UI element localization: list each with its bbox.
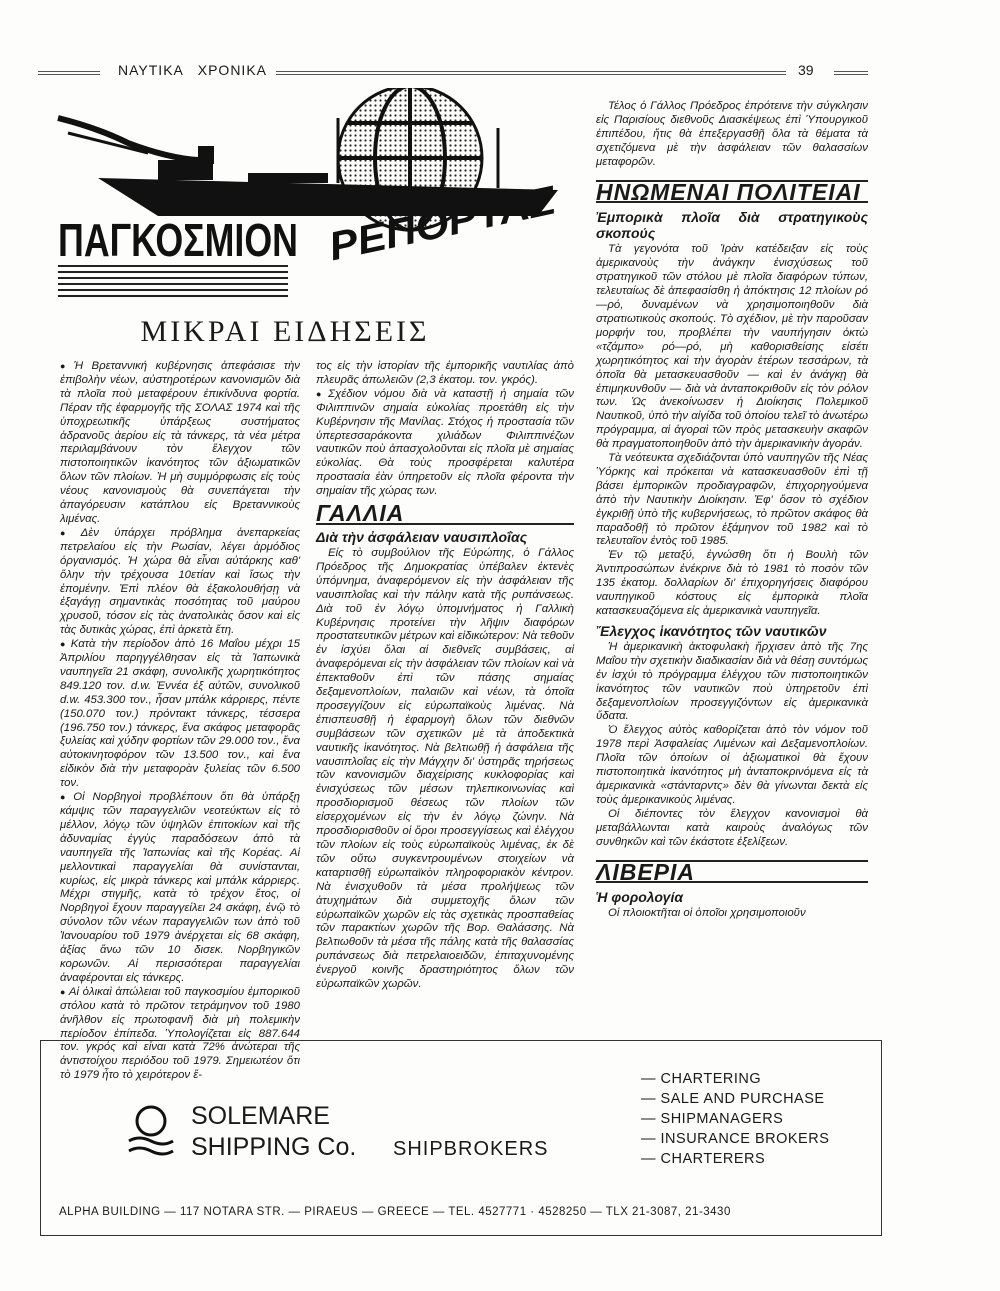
article-usa-p4: Ἡ ἀμερικανικὴ ἀκτοφυλακὴ ἤρχισεν ἀπὸ τῆς 7ης Μαΐου τὴν σχετικὴν διαδικασίαν διὰ νὰ θέσῃ συντόμως ἐν ἰσχύι τὸ πρόγραμμα ἐλέγχου τῶν πιστοποιητικῶν ἱκανότητος τῶν ναυτικῶν ποὺ ὑπηρετοῦν ἐπὶ δεξαμενοπλοίων προσεγγιζόντων εἰς ἀμερικανικὰ ὕδατα. — [596, 640, 869, 723]
header-rule-right — [834, 71, 868, 75]
shipbrokers-label: SHIPBROKERS — [393, 1138, 549, 1160]
news-item-4: Οἱ Νορβηγοὶ προβλέπουν ὅτι θὰ ὑπάρξῃ κάμψις τῶν παραγγελιῶν νεοτεύκτων εἰς τὸ μέλλον, λόγῳ τῶν ὑψηλῶν ἐπιτοκίων καὶ τῆς ἀδυναμίας ἐγγὺς παραδόσεων ἀπὸ τὰ ναυπηγεῖα τῆς Ἰαπωνίας καὶ τῆς Κορέας. Αἱ μελλοντικαὶ παραγγελίαι θὰ συνίστανται, κυρίως, εἰς μικρὰ τάνκερς καὶ μπάλκ κάρριερς. Μέχρι στιγμῆς, κατὰ τὸ τρέχον ἔτος, οἱ Νορβηγοὶ ἔχουν παραγγείλει 24 σκάφη, ἐνῷ τὸ σύνολον τῶν νέων παραγγελιῶν των ἀπὸ τοῦ Ἰανουαρίου τοῦ 1979 ἀνέρχεται εἰς 68 σκάφη, ἀξίας ἄνω τῶν 10 δισεκ. Νορβηγικῶν κορωνῶν. Αἱ περισσότεραι παραγγελίαι ἀναφέρονται εἰς τάνκερς. — [60, 791, 301, 984]
page-header — [38, 62, 938, 82]
subheading-emporika-ploia: Ἐμπορικὰ πλοῖα διὰ στρατηγικοὺς σκοπούς — [596, 209, 868, 242]
service-item: — CHARTERERS — [641, 1151, 766, 1167]
bullet-icon: ● — [316, 388, 326, 399]
article-usa-p5: Ὁ ἔλεγχος αὐτὸς καθορίζεται ἀπὸ τὸν νόμον τοῦ 1978 περὶ Ἀσφαλείας Λιμένων καὶ Δεξαμενοπλοίων. Πλοῖα τῶν ὁποίων οἱ ἀξιωματικοὶ θὰ ἔχουν πιστοποιητικὰ ἱκανότητος μὴ ἀνταποκρινόμενα εἰς τὰ ἀμερικανικὰ «στάνταρντς» δὲν θὰ γίνωνται δεκτὰ εἰς τοὺς ἀμερικανικοὺς λιμένας. — [596, 724, 868, 806]
service-item: — SHIPMANAGERS — [641, 1111, 784, 1127]
article-gallia-ending: Τέλος ὁ Γάλλος Πρόεδρος ἐπρότεινε τὴν σύγκλησιν εἰς Παρισίους διεθνοῦς Διασκέψεως ἐπὶ Ὑπουργικοῦ ἐπιπέδου, ἥτις θὰ ἐπεξεργασθῇ ὅλα τὰ θέματα τὰ σχετιζόμενα μὲ τὴν ἀσφάλειαν τῶν θαλασσίων μεταφορῶν. — [596, 100, 868, 168]
service-item: — SALE AND PURCHASE — [641, 1091, 825, 1107]
service-item: — CHARTERING — [641, 1071, 762, 1087]
company-name-line-1: SOLEMARE — [191, 1102, 330, 1130]
ship-globe-graphic — [38, 88, 598, 318]
solemare-logo-icon — [125, 1101, 177, 1163]
news-item-5: Αἱ ὁλικαὶ ἀπώλειαι τοῦ παγκοσμίου ἐμπορικοῦ στόλου κατὰ τὸ πρῶτον τετράμηνον τοῦ 1980 ἀνῆλθον εἰς πρωτοφανῆ διὰ μὴ πολεμικὴν περίοδον ἐπίπεδα. Ὑπολογίζεται εἰς 887.644 τον. γκρός καὶ εἶναι κατὰ 72% ἀνώτεραι τῆς ἀντιστοίχου περιόδου τοῦ 1979. Σημειωτέον ὅτι τὸ 1979 ἦτο τὸ χειρότερον ἔ- — [60, 985, 300, 1082]
news-item-6: Σχέδιον νόμου διὰ νὰ καταστῇ ἡ σημαία τῶν Φιλιππινῶν σημαία εὐκολίας προετάθη εἰς τὴν Κυβέρνησιν τῆς Μανίλας. Στόχος ἡ προστασία τῶν ὑπερτεσσαράκοντα χιλιάδων Φιλιππινέζων ναυτικῶν ποὺ ἀπασχολοῦνται εἰς πλοῖα μὲ σημαίας εὐκολίας. Θὰ τοὺς προσφέρεται καλυτέρα προστασία ἐὰν ὑπηρετοῦν εἰς πλοῖα φέροντα τὴν σημαίαν τῆς χώρας των. — [316, 387, 574, 498]
banner-illustration — [38, 88, 598, 318]
bullet-icon: ● — [60, 639, 68, 650]
service-item: — INSURANCE BROKERS — [641, 1131, 830, 1147]
article-usa-p1: Τὰ γεγονότα τοῦ Ἰρὰν κατέδειξαν εἰς τοὺς ἀμερικανοὺς τὴν ἀνάγκην ἐνισχύσεως τοῦ στρατηγικοῦ τῶν στόλου μὲ πλοῖα διαφόρων τύπων, τελευταίως δὲ ἀπεφασίσθη ἡ ἀπόκτησις 12 πλοίων ρό—ρό, δυναμένων νὰ χρησιμοποιηθοῦν διὰ στρατιωτικοὺς σκοπούς. Τὸ σχέδιον, μὲ τὴν παροῦσαν μορφήν του, προβλέπει τὴν ναυπήγησιν ὀκτὼ «τζάμπο» ρό—ρό, μὴ καθορισθείσης εἰσέτι χωρητικότητος καὶ τὴν ἀγορὰν ἑτέρων τεσσάρων, τὰ ὁποῖα θὰ μετασκευασθοῦν — καὶ ἐν ἀνάγκῃ θὰ ἐπιμηκυνθοῦν — διὰ νὰ ἀνταποκριθοῦν εἰς τὸν ρόλον των. Ὡς ἀνεκοίνωσεν ἡ Διοίκησις Πολεμικοῦ Ναυτικοῦ, ὑπὸ τὴν αἰγίδα τοῦ ὁποίου τελεῖ τὸ ἀνωτέρω πρόγραμμα, αἱ ἀγοραὶ τῶν πρὸς μετασκευὴν σκαφῶν θὰ πραγματοποιηθοῦν ἀπὸ τὴν ἀμερικανικὴν ἀγοράν. — [596, 243, 868, 451]
article-gallia-body: Εἰς τὸ συμβούλιον τῆς Εὐρώπης, ὁ Γάλλος Πρόεδρος τῆς Δημοκρατίας ὑπέβαλεν ἐκτενὲς ὑπόμνημα, ἀναφερόμενον εἰς τὴν ἀσφάλειαν τῆς ναυσιπλοΐας καὶ τὴν πάλην κατὰ τῆς ρυπάνσεως. Διὰ τοῦ ἐν λόγῳ ὑπομνήματος ἡ Γαλλικὴ Κυβέρνησις προτείνει τὴν λῆψιν διαφόρων προστατευτικῶν μέτρων καὶ εἰδικώτερον: Νὰ τεθοῦν ἐν ἰσχύει ὅλαι αἱ διεθνεῖς συμβάσεις, αἱ ἀναφερόμεναι εἰς τὴν ἀσφάλειαν τῶν πλοίων καὶ νὰ ἐπεκταθοῦν ἐπὶ τῶν πάσης σημαίας δεξαμενοπλοίων, παλαιῶν καὶ νέων, τὰ ὁποῖα προσεγγίζουν εἰς εὐρωπαϊκοὺς λιμένας. Νὰ ἐπισπευσθῇ ἡ ἐφαρμογὴ ὅλων τῶν διεθνῶν συμβάσεων τῶν σχετικῶν μὲ τὰ ἀποδεκτικὰ ναυτικῆς ἱκανότητος. Νὰ βελτιωθῇ ἡ ἀσφάλεια τῆς ναυσιπλοΐας εἰς τὴν Μάγχην δι' ὑστηρᾶς τηρήσεως τῶν κανονισμῶν διαχείρισης κυκλοφορίας καὶ ἐνισχύσεως τῶν μέσων τηλεπικοινωνίας καὶ προσδιορισμοῦ θέσεως τῶν πλοίων τῶν εἰσερχομένων εἰς τὴν ἐν λόγῳ ζώνην. Νὰ προσδιορισθοῦν οἱ ὅροι προσεγγίσεως καὶ ἐλέγχου τῶν πλοίων εἰς τοὺς εὐρωπαϊκοὺς λιμένας, ἐκ δὲ τῶν οὕτω συγκεντρουμένων στοιχείων νὰ καταρτισθῇ εὐρωπαϊκὸν πληροφοριακὸν κέντρον. Νὰ ἐνισχυθοῦν τὰ μέσα προλήψεως τῶν ἀτυχημάτων διὰ συμμετοχῆς ὅλων τῶν εὐρωπαϊκῶν χωρῶν εἰς τὰς σχετικὰς προσπαθείας τῶν παρακτίων χωρῶν τῆς Βορ. Θαλάσσης. Νὰ βελτιωθοῦν τὰ μέσα τῆς πάλης κατὰ τῆς θαλασσίας ρυπάνσεως διὰ πετρελαιοειδῶν, ἐπιταχυνομένης ἐνεργοῦ κοινῆς δραστηριότητος ὅλων τῶν εὐρωπαϊκῶν χωρῶν. — [316, 546, 574, 991]
header-rule-middle — [276, 71, 786, 75]
news-item-3: Κατὰ τὴν περίοδον ἀπὸ 16 Μαΐου μέχρι 15 Ἀπριλίου παρηγγέλθησαν εἰς τὰ Ἰαπωνικὰ ναυπηγεῖα 21 σκάφη, συνολικῆς χωρητικότητος 849.120 τον. d.w. Ἐννέα ἐξ αὐτῶν, συνολικοῦ d.w. 453.300 τον., ἦσαν μπάλκ κάρριερς, πέντε (150.070 τον.) πρόντακτ τάνκερς, τέσσερα (196.750 τον.) τάνκερς, ἕνα σκάφος μεταφορᾶς ξυλείας καὶ χύδην φορτίων τῶν 29.000 τον., ἕνα αὐτοκινητοφόρον τῶν 13.500 τον., καὶ ἕνα εἰδικὸν διὰ τὴν μεταφορὰν ξυλείας τῶν 6.500 τον. — [60, 638, 300, 790]
company-name-line-2: SHIPPING Co. — [191, 1133, 357, 1161]
section-heading-gallia: ΓΑΛΛΙΑ — [316, 507, 574, 525]
banner-stripes — [58, 266, 288, 296]
section-heading-liberia: ΛΙΒΕΡΙΑ — [596, 860, 868, 884]
subheading-elegxos-ikanotitos: Ἔλεγχος ἱκανότητος τῶν ναυτικῶν — [596, 622, 827, 639]
bullet-icon: ● — [60, 792, 71, 803]
article-usa-p6: Οἱ διέποντες τὸν ἔλεγχον κανονισμοὶ θὰ μεταβάλλωνται κατὰ καιροὺς ἀναλόγως τῶν συνθηκῶν καὶ τῶν ἑκάστοτε ἐξελίξεων. — [596, 807, 868, 848]
company-name — [191, 1101, 356, 1163]
banner-word-reportaz: ΡΕΠΟΡΤΑΖ — [325, 181, 545, 270]
article-usa-p2: Τὰ νεότευκτα σχεδιάζονται ὑπὸ ναυπηγῶν τῆς Νέας Ὑόρκης καὶ πρόκειται νὰ κατασκευασθοῦν ἐπὶ τῇ βάσει ἐμπορικῶν προδιαγραφῶν, ἐπιχορηγούμενα ἀπὸ τὴν Ναυτικὴν Διοίκησιν. Ἐφ' ὅσον τὸ σχέδιον ἐγκριθῇ ὑπὸ τῆς κυβερνήσεως, τὸ πρῶτον σκάφος θὰ παραδοθῇ τὸ πρῶτον ἑξάμηνον τοῦ 1982 καὶ τὸ τελευταῖον ἐντὸς τοῦ 1985. — [596, 452, 868, 548]
company-address: ALPHA BUILDING — 117 NOTARA STR. — PIRAEUS — GREECE — TEL. 4527771 · 4528250 — TLX 21-3087, 21-3430 — [59, 1206, 731, 1218]
news-item-5-cont: τος εἰς τὴν ἱστορίαν τῆς ἐμπορικῆς ναυτιλίας ἀπὸ πλευρᾶς ἀπωλειῶν (2,3 ἑκατομ. τον. γκρός). — [316, 360, 574, 386]
banner-word-pagkosmion: ΠΑΓΚΟΣΜΙΟΝ — [58, 214, 298, 266]
news-item-1: Ἡ Βρεταννική κυβέρνησις ἀπεφάσισε τὴν ἐπιβολὴν νέων, αὐστηροτέρων κανονισμῶν διὰ τὰ πλοῖα ποὺ μεταφέρουν ἐπικίνδυνα φορτία. Πέραν τῆς ἐφαρμογῆς τῆς ΣΟΛΑΣ 1974 καὶ τῆς ὑποχρεωτικῆς ὑπάρξεως συστήματος ἀδρανοῦς ἀερίου εἰς τὰ τάνκερς, τὰ νέα μέτρα περιλαμβάνουν τὸν ἔλεγχον τῶν πιστοποιητικῶν ἱκανότητος τῶν ἀξιωματικῶν ὅλων τῶν πλοίων. Ἡ μὴ συμμόρφωσις εἰς τοὺς νέους κανονισμοὺς θὰ συνεπάγεται τὴν ἀπαγόρευσιν κατάπλου εἰς Βρεταννικοὺς λιμένας. — [60, 360, 300, 525]
column-1 — [60, 360, 300, 1083]
section-heading-inomenai-politeiai: ΗΝΩΜΕΝΑΙ ΠΟΛΙΤΕΙΑΙ — [596, 180, 868, 204]
article-liberia-p1: Οἱ πλοιοκτῆται οἱ ὁποῖοι χρησιμοποιοῦν — [608, 907, 806, 920]
header-rule-left — [38, 71, 100, 75]
column-3 — [596, 100, 868, 921]
column-2 — [316, 360, 574, 992]
solemare-advertisement — [40, 1040, 882, 1236]
bullet-icon: ● — [60, 527, 78, 538]
subheading-forologia: Ἡ φορολογία — [596, 889, 684, 906]
subheading-asfaleia-naysiploias: Διὰ τὴν ἀσφάλειαν ναυσιπλοΐας — [316, 528, 528, 545]
bullet-icon: ● — [60, 361, 71, 371]
services-list — [641, 1069, 829, 1169]
section-title-mikrai-eidiseis: ΜΙΚΡΑΙ ΕΙΔΗΣΕΙΣ — [140, 315, 430, 348]
news-item-2: Δὲν ὑπάρχει πρόβλημα ἀνεπαρκείας πετρελαίου εἰς τὴν Ρωσίαν, λέγει ἁρμόδιος ὀργανισμός. Ἡ χώρα θὰ εἶναι αὐτάρκης καθ' ὅλην τὴν τρέχουσα 10ετίαν καὶ ἴσως τὴν ἑπομένην. Ἐπὶ πλέον θὰ ἐξακολουθήσῃ νὰ ἐξαγάγῃ σημαντικὰς ποσότητας τοῦ μαύρου χρυσοῦ, τόσον εἰς τὰς ἀνατολικὰς ὅσον καὶ εἰς τὰς δυτικὰς χώρας, ἐπὶ ἀρκετὰ ἔτη. — [60, 526, 301, 637]
bullet-icon: ● — [60, 986, 66, 997]
page-number: 39 — [798, 62, 814, 78]
running-title: ΝΑΥΤΙΚΑ ΧΡΟΝΙΚΑ — [118, 62, 268, 78]
article-usa-p3: Ἐν τῷ μεταξύ, ἐγνώσθη ὅτι ἡ Βουλὴ τῶν Ἀντιπροσώπων ἐνέκρινε διὰ τὸ 1981 τὸ ποσὸν τῶν 135 ἑκατομ. δολλαρίων δι' ἐπιχορηγήσεις διαφόρου ναυπηγικοῦ κόστους εἰς ἐμπορικὰ πλοῖα κατασκευαζόμενα εἰς ἀμερικανικὰ ναυπηγεῖα. — [596, 549, 868, 617]
